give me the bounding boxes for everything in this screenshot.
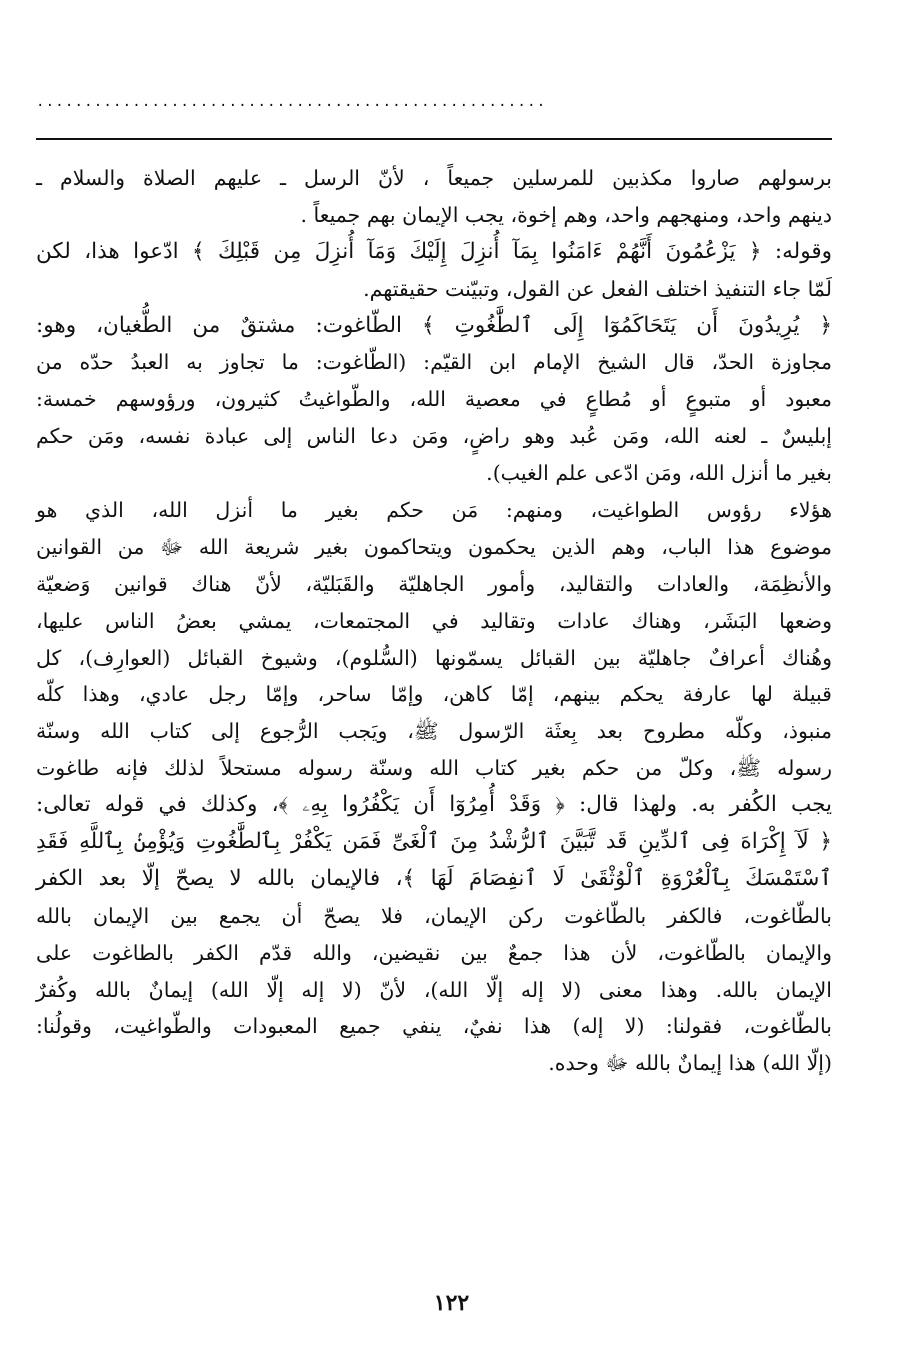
text-line: رسوله ﷺ، وكلّ من حكم بغير كتاب الله وسنّة رسوله مستحلاً لذلك فإنه طاغوت bbox=[36, 756, 832, 781]
body-text bbox=[36, 160, 832, 1082]
header-dotted-line: ..................................................... bbox=[36, 94, 547, 110]
text-line: بالطّاغوت، فالكفر بالطّاغوت ركن الإيمان، فلا يصحّ أن يجمع بين الإيمان بالله bbox=[36, 903, 832, 928]
text-line: ﴿ يُرِيدُونَ أَن يَتَحَاكَمُوٓا إِلَى ٱلطَّٰغُوتِ ﴾ الطّاغوت: مشتقٌ من الطُّغيان، وهو: bbox=[36, 312, 832, 338]
text-line: دينهم واحد، ومنهجهم واحد، وهم إخوة، يجب الإيمان بهم جميعاً . bbox=[300, 202, 832, 227]
text-line: ﴿ لَآ إِكْرَاهَ فِى ٱلدِّينِ قَد تَّبَيَّنَ ٱلرُّشْدُ مِنَ ٱلْغَىِّ فَمَن يَكْفُرْ بِٱلطَّٰغُوتِ وَيُؤْمِنۢ بِٱللَّهِ فَقَدِ bbox=[36, 829, 832, 855]
text-line: موضوع هذا الباب، وهم الذين يحكمون ويتحاكمون بغير شريعة الله ﷻ من القوانين bbox=[36, 534, 832, 559]
text-line: إبليسٌ ـ لعنه الله، ومَن عُبد وهو راضٍ، ومَن دعا الناس إلى عبادة نفسه، ومَن حكم bbox=[36, 424, 832, 449]
text-line: والإيمان بالطّاغوت، لأن هذا جمعٌ بين نقيضين، والله قدّم الكفر بالطاغوت على bbox=[36, 940, 832, 965]
page-number: ١٢٢ bbox=[433, 1290, 470, 1316]
text-line: وضعها البَشَر، وهناك عادات وتقاليد في المجتمعات، يمشي بعضُ الناس عليها، bbox=[36, 608, 832, 633]
text-line: يجب الكُفر به. ولهذا قال: ﴿ وَقَدْ أُمِرُوٓا أَن يَكْفُرُوا بِهِۦ ﴾، وكذلك في قوله تعالى: bbox=[36, 792, 832, 818]
text-line: وهُناك أعرافٌ جاهليّة بين القبائل يسمّونها (السُّلوم)، وشيوخ القبائل (العوارِف)، كل bbox=[36, 645, 832, 670]
text-line: وقوله: ﴿ يَزْعُمُونَ أَنَّهُمْ ءَامَنُوا بِمَآ أُنزِلَ إِلَيْكَ وَمَآ أُنزِلَ مِن قَبْلِكَ ﴾ ادّعوا هذا، لكن bbox=[36, 238, 832, 264]
text-line: بغير ما أنزل الله، ومَن ادّعى علم الغيب). bbox=[486, 461, 832, 486]
text-line: والأنظِمَة، والعادات والتقاليد، وأمور الجاهليّة والقَبَليّة، لأنّ هناك قوانين وَضعيّة bbox=[36, 571, 832, 596]
text-line: لَمّا جاء التنفيذ اختلف الفعل عن القول، وتبيّنت حقيقتهم. bbox=[363, 276, 832, 301]
text-line: منبوذ، وكلّه مطروح بعد بِعثَة الرّسول ﷺ، ويَجب الرُّجوع إلى كتاب الله وسنّة bbox=[36, 719, 832, 744]
text-line: ٱسْتَمْسَكَ بِٱلْعُرْوَةِ ٱلْوُثْقَىٰ لَا ٱنفِصَامَ لَهَا ﴾، فالإيمان بالله لا يصحّ إلّا بعد الكفر bbox=[36, 865, 832, 891]
text-line: قبيلة لها عارفة يحكم بينهم، إمّا كاهن، وإمّا ساحر، وإمّا رجل عادي، وهذا كلّه bbox=[36, 682, 832, 707]
text-line: مجاوزة الحدّ، قال الشيخ الإمام ابن القيّم: (الطّاغوت: ما تجاوز به العبدُ حدّه من bbox=[36, 350, 832, 375]
text-line: (إلّا الله) هذا إيمانٌ بالله ﷻ وحده. bbox=[548, 1051, 832, 1076]
header-rule bbox=[36, 138, 832, 140]
text-line: هؤلاء رؤوس الطواغيت، ومنهم: مَن حكم بغير ما أنزل الله، الذي هو bbox=[36, 498, 832, 523]
text-line: معبود أو متبوعٍ أو مُطاعٍ في معصية الله، والطّواغيتُ كثيرون، ورؤوسهم خمسة: bbox=[36, 387, 832, 412]
text-line: بالطّاغوت، فقولنا: (لا إله) هذا نفيٌ، ينفي جميع المعبودات والطّواغيت، وقولُنا: bbox=[36, 1014, 832, 1039]
text-line: برسولهم صاروا مكذبين للمرسلين جميعاً ، لأنّ الرسل ـ عليهم الصلاة والسلام ـ bbox=[36, 166, 832, 190]
text-line: الإيمان بالله. وهذا معنى (لا إله إلّا الله)، لأنّ (لا إله إلّا الله) إيمانٌ بالله وكُفرٌ bbox=[36, 977, 832, 1002]
